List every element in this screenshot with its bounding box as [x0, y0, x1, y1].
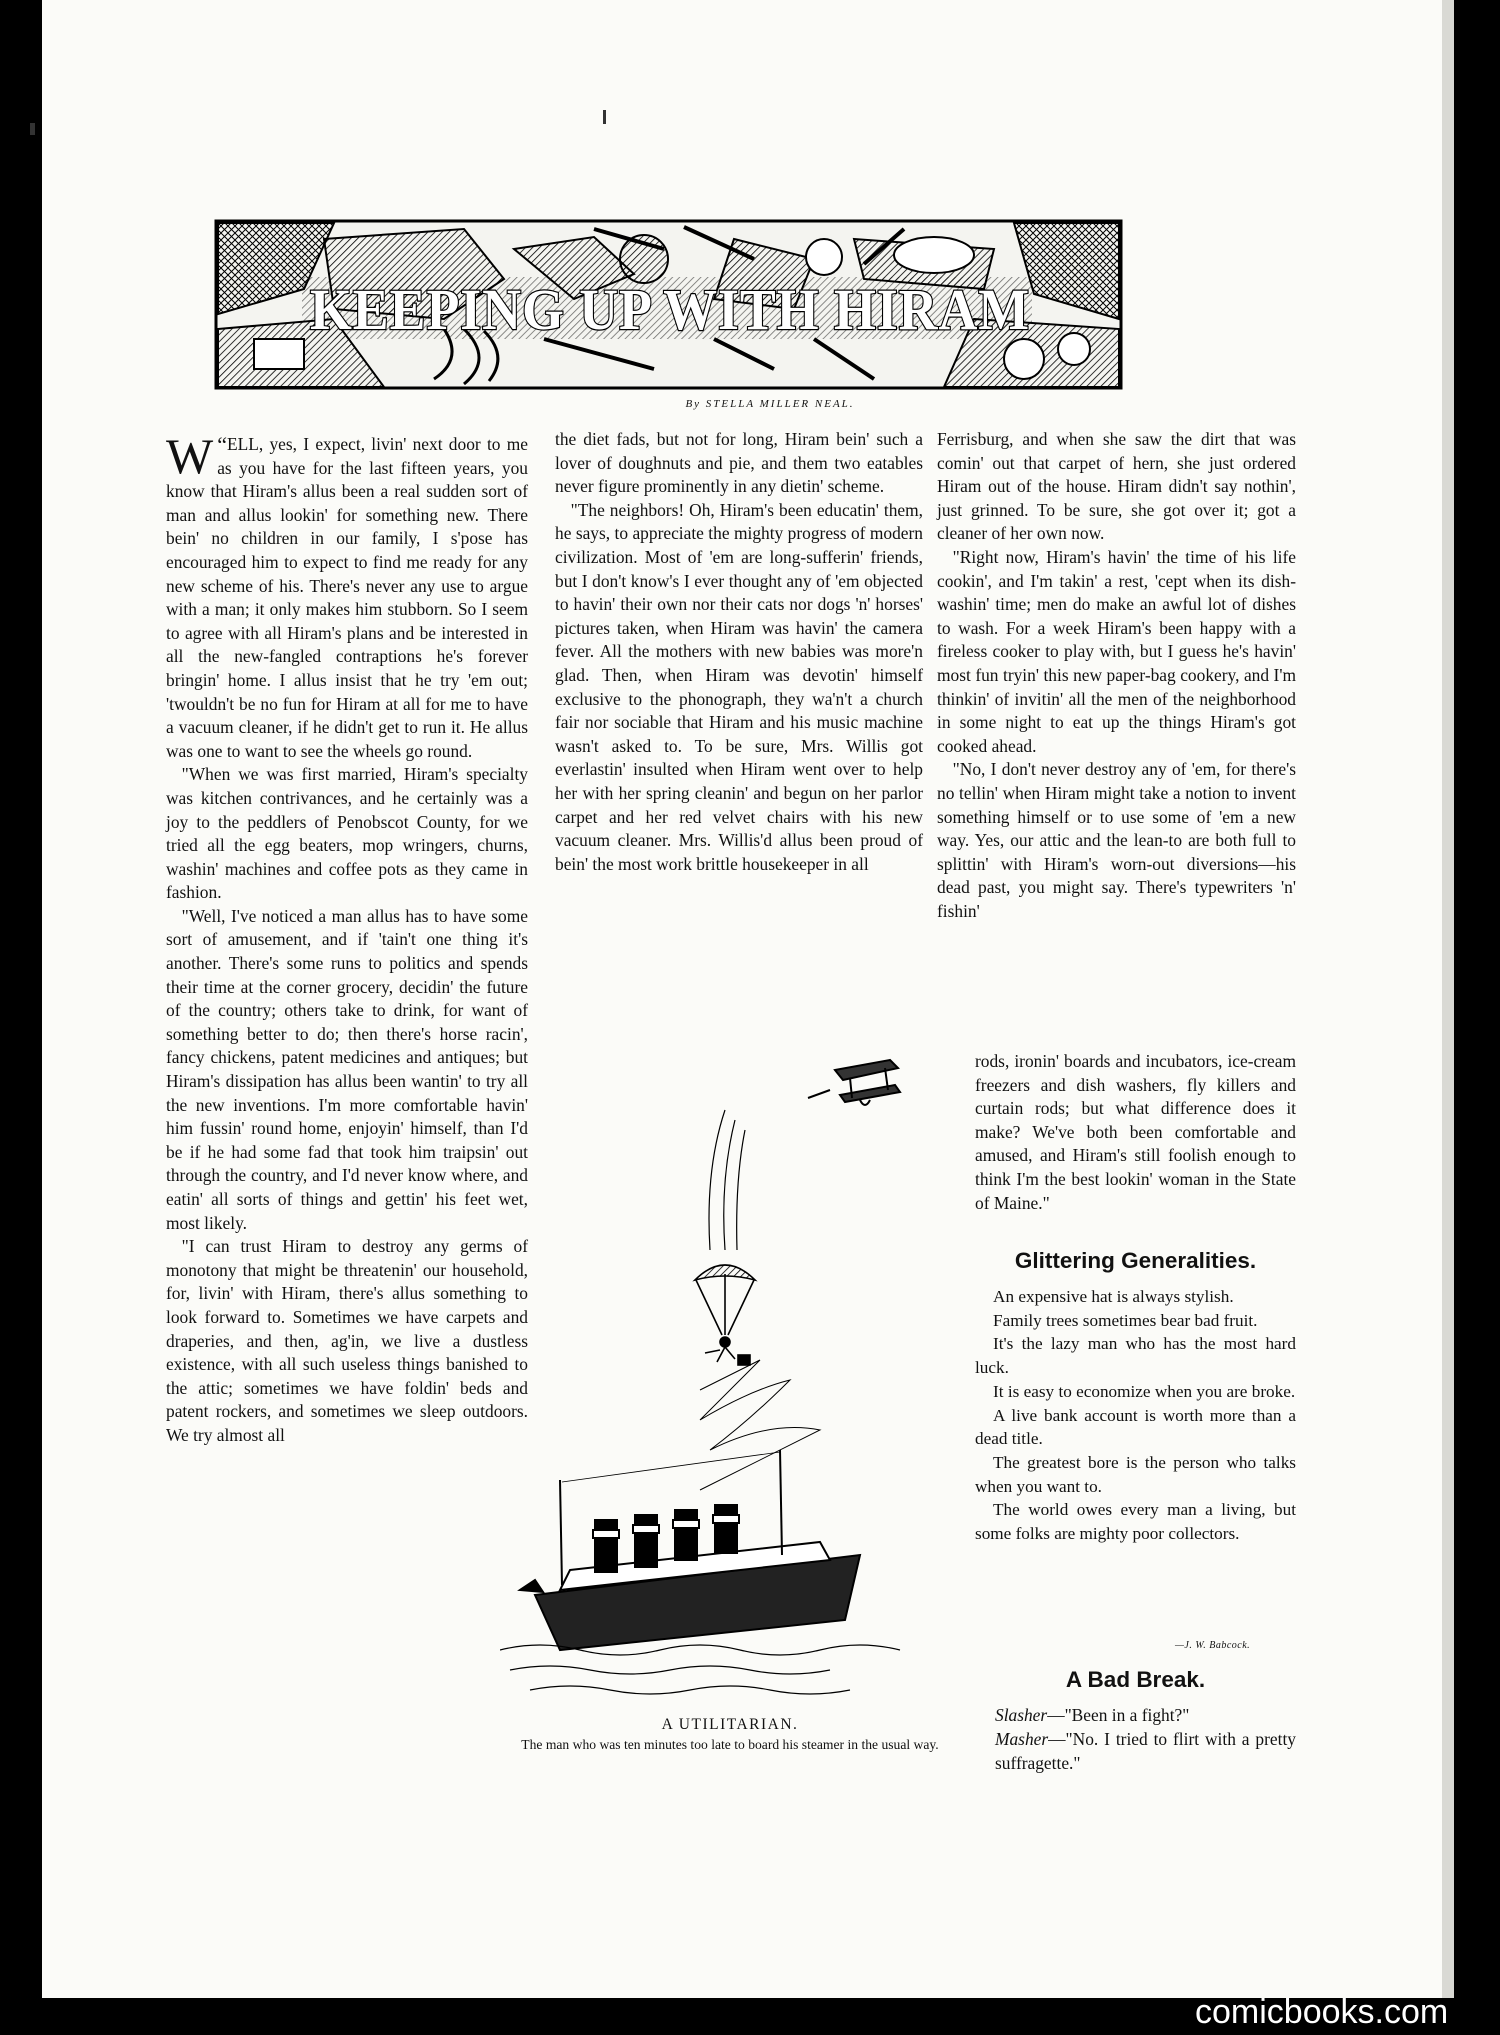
joke-dialogue — [995, 1703, 1296, 1775]
list-item: An expensive hat is always stylish. — [993, 1287, 1234, 1306]
aphorism-list — [975, 1285, 1296, 1546]
lead-paragraph-text: ELL, yes, I expect, livin' next door to me as you have for the last fifteen years, you know that Hiram's allus been a real sudden sort of man and allus lookin' for something new. There bein' no children in our family, I s'pose has encouraged him to expect to find me ready for any new scheme of his. There's never any use to argue with a man; it only makes him stubborn. So I seem to agree with all Hiram's plans and be interested in all the new-fangled contraptions he's forever bringin' home. I allus insist that he try 'em out; 'twouldn't be no fun for Hiram at all for me to have a vacuum cleaner, if he didn't get to run it. He allus was one to want to see the wheels go round. — [166, 434, 528, 761]
drop-cap: W — [166, 428, 214, 484]
byline: By STELLA MILLER NEAL. — [685, 398, 855, 410]
article-column-3-continued — [975, 1050, 1296, 1215]
list-item: Family trees sometimes bear bad fruit. — [993, 1310, 1258, 1330]
article-paragraph: "Well, I've noticed a man allus has to have some sort of amusement, and if 'tain't one thing it's another. There's some runs to politics and spends their time at the corner grocery, decidin' the future of the country; others take to drink, for want of something better to do; then there's horse racin', fancy chickens, patent medicines and antiques; but Hiram's dissipation has allus been wantin' to try all the new inventions. I'm more comfortable havin' him fussin' round home, enjoyin' himself, than I'd be if he had some fad that took him traipsin' out through the country, and I'd never know where, and eatin' all sorts of things and gettin' his feet wet, most likely. — [166, 905, 528, 1233]
article-paragraph: the diet fads, but not for long, Hiram bein' such a lover of doughnuts and pie, and them two eatables never figure prominently in any dietin' scheme. — [555, 429, 923, 497]
list-item: The world owes every man a living, but some folks are mighty poor collectors. — [975, 1500, 1296, 1544]
dialogue-text: —"Been in a fight?" — [1047, 1705, 1190, 1725]
article-column-3 — [937, 428, 1296, 923]
list-item: It's the lazy man who has the most hard luck. — [975, 1334, 1296, 1378]
page-edge — [1442, 0, 1454, 1998]
article-paragraph: rods, ironin' boards and incubators, ice-cream freezers and dish washers, fly killers and curtain rods; but what difference does it make? We've both been comfortable and amused, and Hiram's still foolish enough to think I'm the best lookin' woman in the State of Maine." — [975, 1051, 1296, 1213]
dialogue-text: —"No. I tried to flirt with a pretty suffragette." — [995, 1729, 1296, 1773]
steamship-drawing — [520, 1450, 860, 1650]
dialogue-line — [995, 1727, 1296, 1775]
speaker-name: Masher — [995, 1729, 1049, 1749]
list-item: The greatest bore is the person who talks when you want to. — [975, 1452, 1296, 1496]
list-item: A live bank account is worth more than a dead title. — [975, 1405, 1296, 1449]
article-paragraph: W “ELL, yes, I expect, livin' next door to me as you have for the last fifteen years, you know that Hiram's allus been a real sudden sort of man and allus lookin' for something new. There bein' no children in our family, I s'pose has encouraged him to expect to find me ready for any new scheme of his. There's never any use to argue with a man; it only makes him stubborn. So I seem to agree with all Hiram's plans and be interested in all the new-fangled contraptions he's forever bringin' home. I allus insist that he try 'em out; 'twouldn't be no fun for Hiram at all for me to have a vacuum cleaner, if he didn't get to run it. He allus was one to want to see the wheels go round. — [166, 428, 528, 761]
section-heading: A Bad Break. — [1065, 1667, 1206, 1692]
speaker-name: Slasher — [995, 1705, 1048, 1725]
article-paragraph: "When we was first married, Hiram's specialty was kitchen contrivances, and he certainly was a joy to the peddlers of Penobscot County, for we tried all the egg beaters, mop wringers, churns, washin' machines and coffee pots as they came in fashion. — [166, 764, 528, 903]
cartoon-illustration — [500, 1050, 955, 1740]
page-title: KEEPING UP WITH HIRAM — [310, 277, 1030, 342]
author-credit: —J. W. Babcock. — [1175, 1640, 1251, 1651]
article-paragraph: "No, I don't never destroy any of 'em, for there's no tellin' when Hiram might take a notion to invent something himself or to use some of 'em a new way. Yes, our attic and the lean-to are both full to splittin' with Hiram's worn-out diversions—his dead past, you might say. There's typewriters 'n' fishin' — [937, 759, 1296, 921]
article-paragraph: "I can trust Hiram to destroy any germs of monotony that might be threatenin' our household, for, livin' with Hiram, there's allus something to look forward to. Sometimes we have carpets and draperies, and then, ag'in, we live a dustless existence, with all such useless things banished to the attic; sometimes we have foldin' beds and patent rockers, and sometimes we sleep outdoors. We try almost all — [166, 1236, 528, 1445]
watermark: comicbooks.com — [1195, 1993, 1449, 2031]
dialogue-line — [995, 1703, 1296, 1727]
article-paragraph: Ferrisburg, and when she saw the dirt that was comin' out that carpet of hern, she just ordered Hiram out of the house. Hiram didn't say nothin', just grinned. To be sure, she got over it; got a cleaner of her own now. — [937, 429, 1296, 544]
caption-title: A UTILITARIAN. — [661, 1716, 799, 1733]
list-item: It is easy to economize when you are broke. — [993, 1381, 1296, 1401]
article-paragraph: "Right now, Hiram's havin' the time of his life cookin', and I'm takin' a rest, 'cept when its dish-washin' time; men do make an awful lot of dishes to wash. For a week Hiram's been happy with a fireless cooker to play with, but I guess he's havin' most fun tryin' this new paper-bag cookery, and I'm thinkin' of invitin' all the men of the neighborhood in some night to eat up the things Hiram's got cooked ahead. — [937, 546, 1296, 756]
article-paragraph: "The neighbors! Oh, Hiram's been educatin' them, he says, to appreciate the mighty progress of modern civilization. Most of 'em are long-sufferin' friends, but I don't know's I ever thought any of 'em objected to havin' their own nor their cats nor dogs 'n' horses' pictures taken, when Hiram was havin' the camera fever. All the mothers with new babies was more'n glad. Then, when Hiram was devotin' himself exclusive to the phonograph, they wa'n't a church fair nor sociable that Hiram and his music machine wasn't asked to. To be sure, Mrs. Willis got everlastin' insulted when Hiram went over to help her with her spring cleanin' and begun on her parlor carpet and her red velvet chairs with his new vacuum cleaner. Mrs. Willis'd allus been proud of bein' the most work brittle housekeeper in all — [555, 499, 923, 874]
print-mark — [30, 123, 35, 135]
print-mark — [603, 110, 606, 124]
article-column-2 — [555, 428, 923, 876]
parachute-drawing — [695, 1265, 755, 1365]
caption-text: The man who was ten minutes too late to board his steamer in the usual way. — [521, 1737, 939, 1752]
biplane-drawing — [808, 1060, 900, 1105]
article-column-1 — [166, 428, 528, 1448]
title-banner — [214, 219, 1123, 390]
section-heading: Glittering Generalities. — [1014, 1248, 1257, 1273]
